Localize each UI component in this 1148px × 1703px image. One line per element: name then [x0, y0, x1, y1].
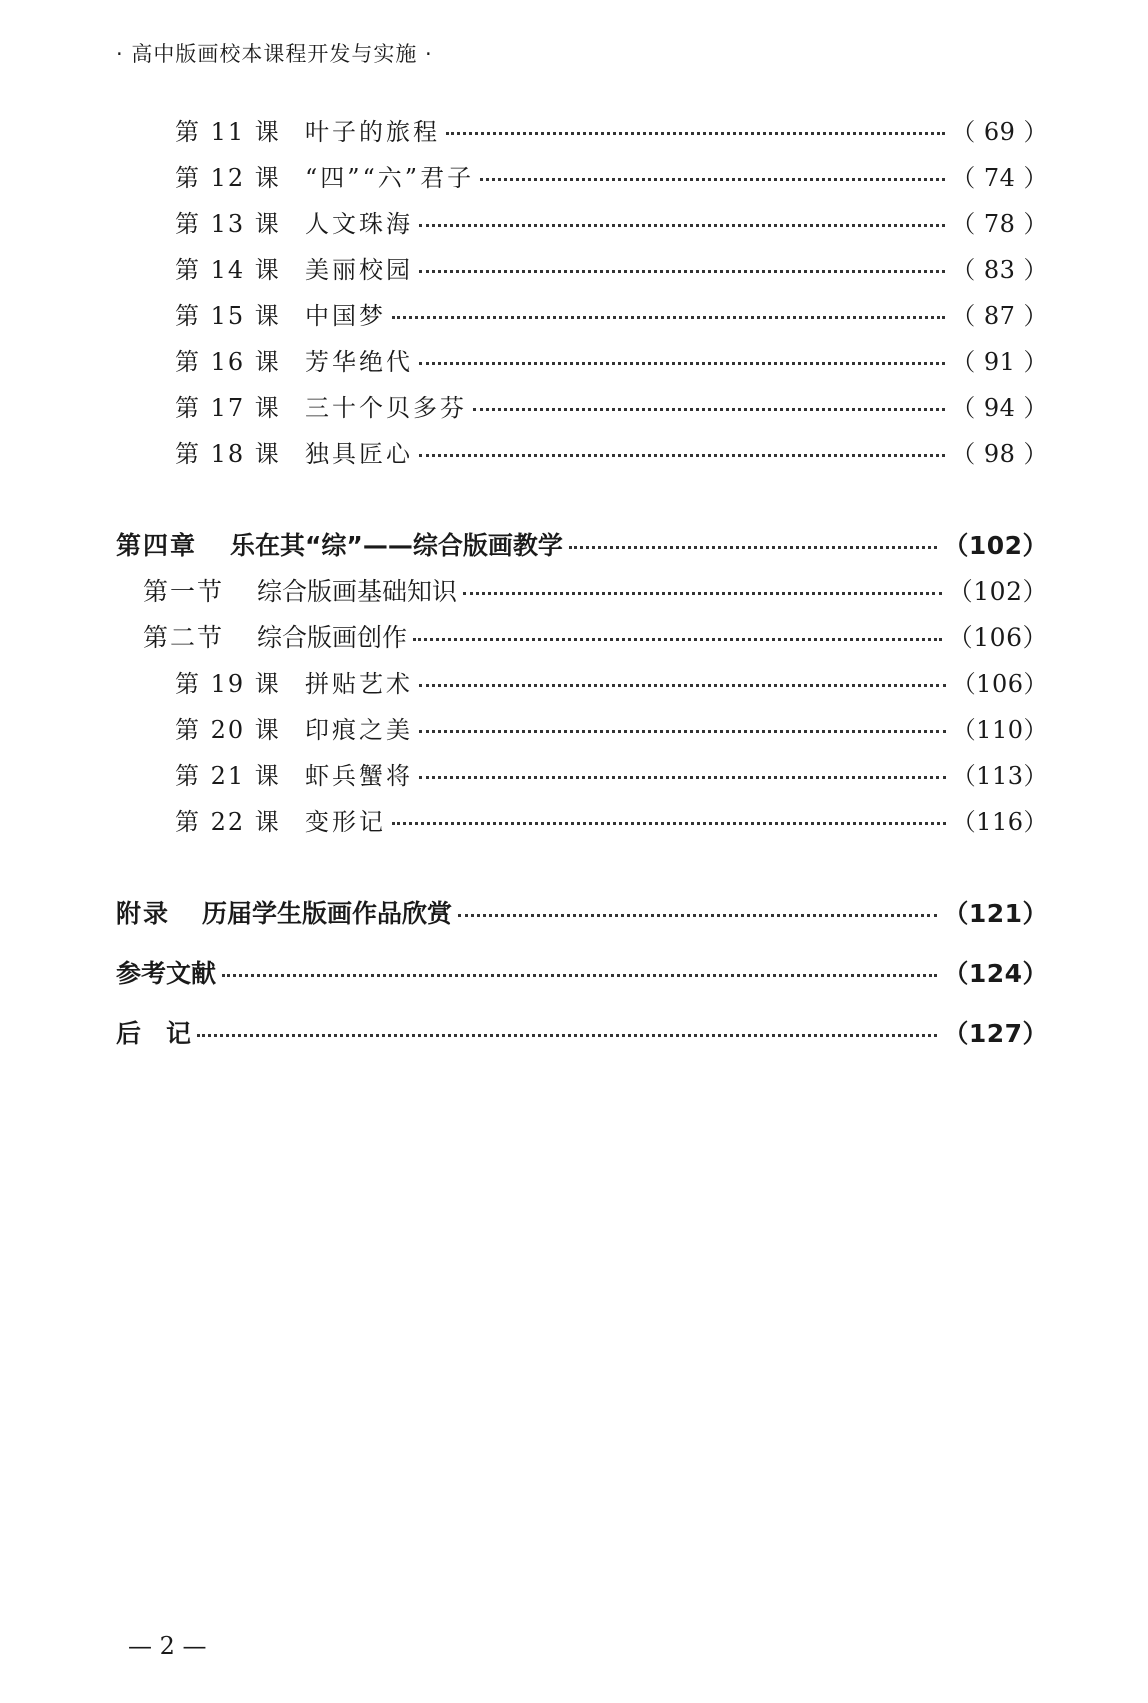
- toc-entry-lesson-11[interactable]: [175, 112, 1048, 146]
- page-reference: （ 98 ）: [951, 440, 1048, 468]
- section-title: 综合版画创作: [257, 623, 408, 652]
- chapter-number: 第四章: [116, 531, 198, 560]
- toc-entry-lesson-15[interactable]: [175, 296, 1048, 330]
- lesson-title: 三十个贝多芬: [305, 394, 467, 422]
- dot-leader: [413, 638, 942, 641]
- lesson-number: 第 16 课: [175, 348, 281, 376]
- page-reference: （ 78 ）: [951, 210, 1048, 238]
- toc-entry-lesson-17[interactable]: [175, 388, 1048, 422]
- lesson-number: 第 12 课: [175, 164, 281, 192]
- dot-leader: [222, 974, 937, 977]
- page-reference: （ 83 ）: [951, 256, 1048, 284]
- lesson-title: 美丽校园: [305, 256, 413, 284]
- page-reference: （116）: [951, 808, 1048, 836]
- page-reference: （106）: [947, 623, 1048, 652]
- lesson-number: 第 11 课: [175, 118, 281, 146]
- running-header: · 高中版画校本课程开发与实施 ·: [116, 42, 433, 66]
- toc-entry-lesson-22[interactable]: [175, 802, 1048, 836]
- afterword-title: 后 记: [116, 1019, 192, 1048]
- dot-leader: [480, 178, 945, 181]
- lesson-title: 变形记: [305, 808, 386, 836]
- lesson-number: 第 17 课: [175, 394, 281, 422]
- lesson-number: 第 18 课: [175, 440, 281, 468]
- dot-leader: [473, 408, 945, 411]
- dot-leader: [392, 316, 945, 319]
- toc-entry-section-2[interactable]: [143, 618, 1048, 652]
- lesson-title: 人文珠海: [305, 210, 413, 238]
- toc-entry-lesson-14[interactable]: [175, 250, 1048, 284]
- dot-leader: [569, 546, 937, 549]
- appendix-label: 附录: [116, 899, 171, 928]
- lesson-title: 芳华绝代: [305, 348, 413, 376]
- dot-leader: [446, 132, 945, 135]
- toc-entry-references[interactable]: [116, 954, 1048, 988]
- dot-leader: [392, 822, 946, 825]
- page-reference: （ 94 ）: [951, 394, 1048, 422]
- page-reference: （124）: [943, 959, 1048, 988]
- page-reference: （127）: [943, 1019, 1048, 1048]
- toc-entry-lesson-12[interactable]: [175, 158, 1048, 192]
- dot-leader: [463, 592, 942, 595]
- dot-leader: [419, 224, 945, 227]
- lesson-number: 第 21 课: [175, 762, 281, 790]
- page-reference: （ 91 ）: [951, 348, 1048, 376]
- appendix-title: 历届学生版画作品欣赏: [202, 899, 453, 928]
- chapter-title: 乐在其“综”——综合版画教学: [230, 531, 563, 560]
- toc-entry-lesson-18[interactable]: [175, 434, 1048, 468]
- page-reference: （106）: [951, 670, 1048, 698]
- page-reference: （102）: [947, 577, 1048, 606]
- page-reference: （121）: [943, 899, 1048, 928]
- toc-entry-section-1[interactable]: [143, 572, 1048, 606]
- lesson-title: 中国梦: [305, 302, 386, 330]
- lesson-number: 第 15 课: [175, 302, 281, 330]
- lesson-title: “四”“六”君子: [305, 164, 475, 192]
- toc-entry-lesson-21[interactable]: [175, 756, 1048, 790]
- lesson-number: 第 14 课: [175, 256, 281, 284]
- section-title: 综合版画基础知识: [257, 577, 458, 606]
- lesson-number: 第 13 课: [175, 210, 281, 238]
- page-reference: （ 69 ）: [951, 118, 1048, 146]
- dot-leader: [197, 1034, 937, 1037]
- dot-leader: [419, 362, 945, 365]
- toc-entry-lesson-20[interactable]: [175, 710, 1048, 744]
- toc-entry-chapter-4[interactable]: [116, 526, 1048, 560]
- lesson-number: 第 20 课: [175, 716, 281, 744]
- toc-entry-lesson-19[interactable]: [175, 664, 1048, 698]
- references-title: 参考文献: [116, 959, 217, 988]
- lesson-number: 第 19 课: [175, 670, 281, 698]
- dot-leader: [419, 684, 946, 687]
- dot-leader: [419, 730, 946, 733]
- lesson-title: 虾兵蟹将: [305, 762, 413, 790]
- toc-entry-afterword[interactable]: [116, 1014, 1048, 1048]
- lesson-title: 印痕之美: [305, 716, 413, 744]
- page-reference: （102）: [943, 531, 1048, 560]
- toc-entry-lesson-16[interactable]: [175, 342, 1048, 376]
- section-number: 第一节: [143, 577, 225, 606]
- page-reference: （113）: [951, 762, 1048, 790]
- dot-leader: [419, 270, 945, 273]
- dot-leader: [419, 454, 945, 457]
- dot-leader: [419, 776, 946, 779]
- lesson-number: 第 22 课: [175, 808, 281, 836]
- page-reference: （ 74 ）: [951, 164, 1048, 192]
- toc-entry-appendix[interactable]: [116, 894, 1048, 928]
- lesson-title: 独具匠心: [305, 440, 413, 468]
- lesson-title: 叶子的旅程: [305, 118, 440, 146]
- page-number: — 2 —: [128, 1632, 207, 1660]
- dot-leader: [458, 914, 937, 917]
- page-reference: （110）: [951, 716, 1048, 744]
- toc-entry-lesson-13[interactable]: [175, 204, 1048, 238]
- section-number: 第二节: [143, 623, 225, 652]
- page-reference: （ 87 ）: [951, 302, 1048, 330]
- lesson-title: 拼贴艺术: [305, 670, 413, 698]
